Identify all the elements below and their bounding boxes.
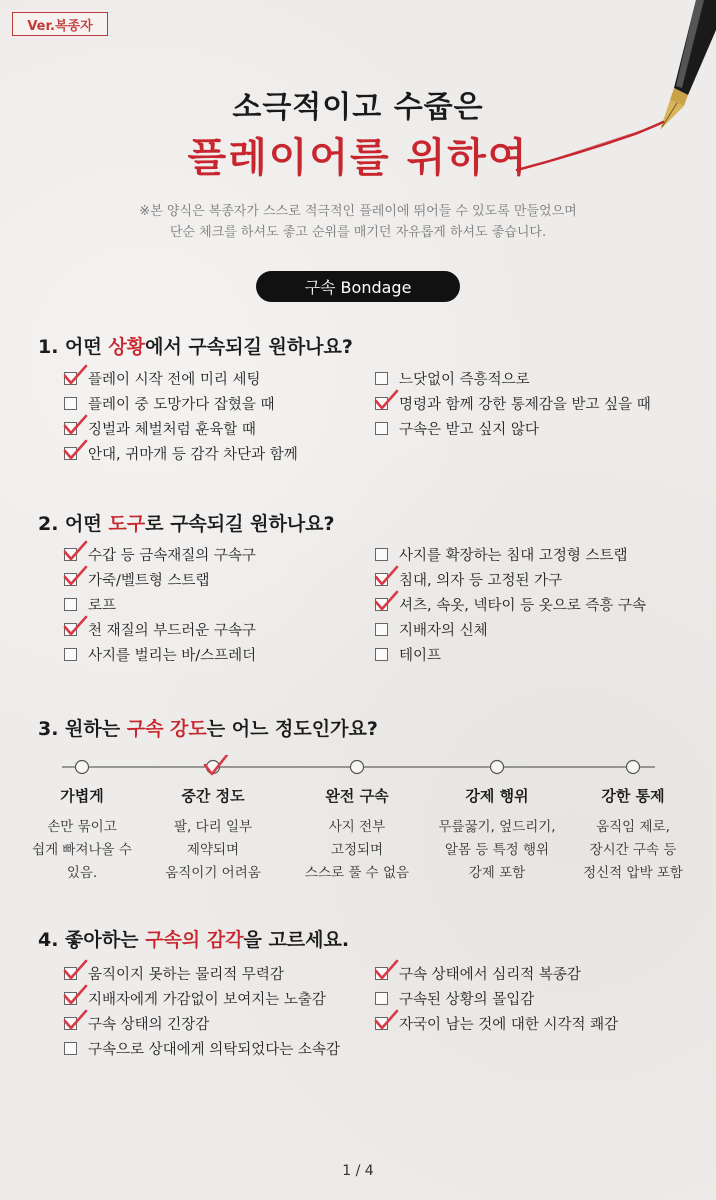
option-label: 움직이지 못하는 물리적 무력감 <box>88 966 284 983</box>
level-description-line: 고정되며 <box>330 842 384 858</box>
level-description <box>427 816 567 885</box>
option-item[interactable] <box>64 962 284 984</box>
notice-line-2: 단순 체크를 하셔도 좋고 순위를 매기던 자유롭게 하셔도 좋습니다. <box>169 225 547 240</box>
level-title: 강제 행위 <box>465 787 529 805</box>
scale-node[interactable] <box>351 761 364 774</box>
title-line-2: 플레이어를 위하여 <box>187 135 529 181</box>
version-badge: Ver.복종자 <box>12 12 108 36</box>
option-item[interactable] <box>64 543 256 565</box>
option-label: 셔츠, 속옷, 넥타이 등 옷으로 즉흥 구속 <box>399 597 646 614</box>
option-label: 플레이 중 도망가다 잡혔을 때 <box>88 396 275 413</box>
question-2-title <box>38 509 335 536</box>
checked-checkbox-icon[interactable] <box>64 447 77 460</box>
option-item[interactable] <box>64 987 326 1009</box>
checked-checkbox-icon[interactable] <box>64 623 77 636</box>
option-label: 안대, 귀마개 등 감각 차단과 함께 <box>88 446 298 463</box>
option-label: 명령과 함께 강한 통제감을 받고 싶을 때 <box>399 396 651 413</box>
level-title: 중간 정도 <box>181 787 245 805</box>
level-description <box>12 816 152 885</box>
level-title: 완전 구속 <box>325 787 389 805</box>
option-item[interactable] <box>64 367 261 389</box>
level-title: 가볍게 <box>60 787 104 805</box>
checkbox-icon[interactable] <box>375 648 388 661</box>
level-description-line: 움직이기 어려움 <box>165 865 261 881</box>
checkbox-icon[interactable] <box>64 598 77 611</box>
level-title: 강한 통제 <box>601 787 665 805</box>
option-item[interactable] <box>64 392 275 414</box>
checkbox-icon[interactable] <box>375 548 388 561</box>
option-label: 구속 상태의 긴장감 <box>88 1016 210 1033</box>
intensity-scale <box>0 755 716 779</box>
level-description-line: 팔, 다리 일부 <box>173 819 253 835</box>
option-label: 구속 상태에서 심리적 복종감 <box>399 966 581 983</box>
option-label: 테이프 <box>399 647 442 664</box>
option-label: 침대, 의자 등 고정된 가구 <box>399 572 563 589</box>
checked-checkbox-icon[interactable] <box>64 422 77 435</box>
checkbox-icon[interactable] <box>375 623 388 636</box>
scale-node[interactable] <box>491 761 504 774</box>
question-4-title <box>38 925 349 952</box>
level-description-line: 장시간 구속 등 <box>589 842 677 858</box>
option-label: 가죽/벨트형 스트랩 <box>88 572 210 589</box>
level-description-line: 손만 묶이고 <box>47 819 117 835</box>
checked-checkbox-icon[interactable] <box>375 573 388 586</box>
question-1-title <box>38 332 353 359</box>
option-label: 지배자에게 가감없이 보여지는 노출감 <box>88 991 326 1008</box>
level-description <box>143 816 283 885</box>
notice-line-1: ※본 양식은 복종자가 스스로 적극적인 플레이에 뛰어들 수 있도록 만들었으며 <box>139 204 577 219</box>
level-description-line: 스스로 풀 수 없음 <box>304 865 410 881</box>
question-4-highlight: 구속의 감각 <box>145 929 244 951</box>
question-2-prefix: 2. 어떤 <box>38 513 109 535</box>
checked-checkbox-icon[interactable] <box>375 967 388 980</box>
checked-checkbox-icon[interactable] <box>375 397 388 410</box>
question-3-title <box>38 714 378 741</box>
question-1-suffix: 에서 구속되길 원하나요? <box>145 336 353 358</box>
level-description-line: 제약되며 <box>186 842 240 858</box>
option-item[interactable] <box>375 1012 618 1034</box>
checked-checkbox-icon[interactable] <box>64 548 77 561</box>
option-item[interactable] <box>64 1037 340 1059</box>
option-label: 자국이 남는 것에 대한 시각적 쾌감 <box>399 1016 619 1033</box>
scale-node[interactable] <box>76 761 89 774</box>
option-label: 수갑 등 금속재질의 구속구 <box>88 547 256 564</box>
level-description-line: 움직임 제로, <box>596 819 670 835</box>
option-item[interactable] <box>375 417 539 439</box>
scale-node[interactable] <box>627 761 640 774</box>
question-1-prefix: 1. 어떤 <box>38 336 109 358</box>
option-item[interactable] <box>375 568 562 590</box>
checked-checkbox-icon[interactable] <box>64 967 77 980</box>
option-label: 사지를 벌리는 바/스프레더 <box>88 647 257 664</box>
checkbox-icon[interactable] <box>64 648 77 661</box>
question-4-suffix: 을 고르세요. <box>243 929 350 951</box>
option-label: 징벌과 체벌처럼 훈육할 때 <box>88 421 256 438</box>
option-item[interactable] <box>375 367 530 389</box>
option-item[interactable] <box>375 962 581 984</box>
title-line-1: 소극적이고 수줍은 <box>232 90 484 125</box>
option-label: 구속으로 상대에게 의탁되었다는 소속감 <box>88 1041 340 1058</box>
level-description <box>287 816 427 885</box>
question-3-highlight: 구속 강도 <box>126 718 207 740</box>
option-item[interactable] <box>375 643 441 665</box>
checkbox-icon[interactable] <box>375 422 388 435</box>
question-3-prefix: 3. 원하는 <box>38 718 127 740</box>
option-item[interactable] <box>375 593 646 615</box>
question-1-highlight: 상황 <box>108 336 146 358</box>
option-label: 천 재질의 부드러운 구속구 <box>88 622 256 639</box>
checked-checkbox-icon[interactable] <box>375 598 388 611</box>
checked-checkbox-icon[interactable] <box>64 573 77 586</box>
option-label: 느닷없이 즉흥적으로 <box>399 371 530 388</box>
level-description-line: 있음. <box>66 865 98 881</box>
question-2-suffix: 로 구속되길 원하나요? <box>145 513 335 535</box>
brush-stroke-icon <box>515 108 665 178</box>
checkbox-icon[interactable] <box>375 372 388 385</box>
level-description-line: 무릎꿇기, 엎드리기, <box>438 819 556 835</box>
option-label: 사지를 확장하는 침대 고정형 스트랩 <box>399 547 628 564</box>
notice-text <box>0 201 716 243</box>
option-label: 지배자의 신체 <box>399 622 488 639</box>
option-item[interactable] <box>64 442 298 464</box>
option-label: 플레이 시작 전에 미리 세팅 <box>88 371 261 388</box>
level-description-line: 쉽게 빠져나올 수 <box>32 842 132 858</box>
question-3-suffix: 는 어느 정도인가요? <box>206 718 378 740</box>
option-label: 구속된 상황의 몰입감 <box>399 991 535 1008</box>
level-description-line: 알몸 등 특정 행위 <box>444 842 550 858</box>
checkbox-icon[interactable] <box>64 397 77 410</box>
checked-checkbox-icon[interactable] <box>64 1017 77 1030</box>
checkbox-icon[interactable] <box>375 992 388 1005</box>
option-item[interactable] <box>375 543 628 565</box>
checkbox-icon[interactable] <box>64 1042 77 1055</box>
option-label: 로프 <box>88 597 117 614</box>
checked-checkbox-icon[interactable] <box>64 992 77 1005</box>
level-description <box>563 816 703 885</box>
option-item[interactable] <box>375 987 534 1009</box>
option-item[interactable] <box>64 1012 209 1034</box>
level-description-line: 정신적 압박 포함 <box>583 865 683 881</box>
option-item[interactable] <box>64 643 256 665</box>
level-description-line: 강제 포함 <box>468 865 526 881</box>
option-item[interactable] <box>64 417 256 439</box>
option-item[interactable] <box>64 618 256 640</box>
level-description-line: 사지 전부 <box>328 819 386 835</box>
option-item[interactable] <box>64 568 210 590</box>
question-4-prefix: 4. 좋아하는 <box>38 929 146 951</box>
option-label: 구속은 받고 싶지 않다 <box>399 421 539 438</box>
question-2-highlight: 도구 <box>108 513 146 535</box>
page-number: 1 / 4 <box>342 1163 374 1179</box>
option-item[interactable] <box>375 618 488 640</box>
checked-checkbox-icon[interactable] <box>64 372 77 385</box>
checked-checkbox-icon[interactable] <box>375 1017 388 1030</box>
section-label: 구속 Bondage <box>256 271 460 302</box>
option-item[interactable] <box>64 593 116 615</box>
option-item[interactable] <box>375 392 651 414</box>
